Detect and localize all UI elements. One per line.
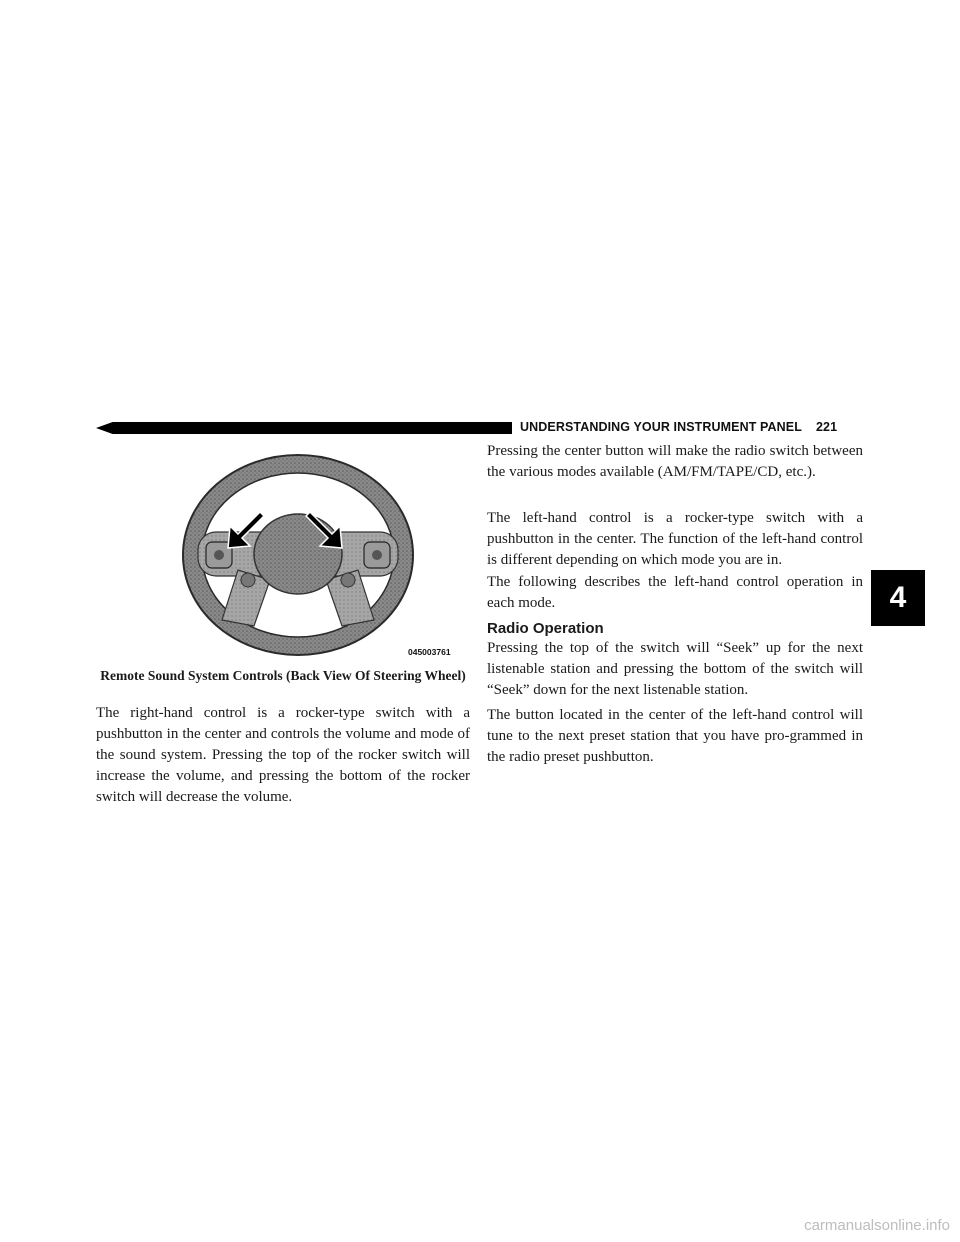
page-number: 221 (815, 420, 838, 434)
running-header (520, 417, 837, 437)
section-title: UNDERSTANDING YOUR INSTRUMENT PANEL (520, 420, 802, 434)
steering-wheel-figure (178, 450, 473, 660)
left-paragraph-1: The right-hand control is a rocker-type switch with a pushbutton in the center and controls the volume and mode of the sound system. Pressing the top of the rocker switch will increase the volume, and pressing the bottom of the rocker switch will decrease the volume. (96, 705, 470, 805)
right-paragraph-2: The left-hand control is a rocker-type switch with a pushbutton in the center. The function of the left-hand control is different depending on which mode you are in. (487, 510, 863, 568)
right-paragraph-1: Pressing the center button will make the radio switch between the various modes available (AM/FM/TAPE/CD, etc.). (487, 443, 863, 480)
right-paragraph-5: The button located in the center of the left-hand control will tune to the next preset station that you have pro-grammed in the radio preset pushbutton. (487, 707, 863, 765)
chapter-tab: 4 (871, 570, 925, 626)
header-rule (96, 422, 512, 434)
figure-code: 045003761 (408, 647, 451, 657)
figure-caption: Remote Sound System Controls (Back View Of Steering Wheel) (100, 668, 466, 683)
watermark: carmanualsonline.info (804, 1217, 950, 1234)
right-paragraph-4: Pressing the top of the switch will “Seek” up for the next listenable station and pressing the bottom of the switch will “Seek” down for the next listenable station. (487, 640, 863, 698)
right-paragraph-3: The following describes the left-hand control operation in each mode. (487, 574, 863, 611)
section-heading-radio-operation: Radio Operation (487, 620, 604, 637)
